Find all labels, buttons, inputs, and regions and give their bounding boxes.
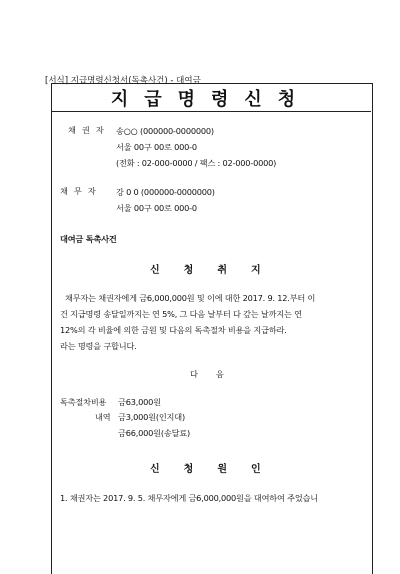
costs-detail-label: 내역 bbox=[95, 412, 111, 422]
reason-line-1: 1. 채권자는 2017. 9. 5. 채무자에게 금6,000,000원을 대여하여 주었습니 bbox=[60, 493, 318, 503]
purpose-line-2: 건 지급명령 송달일까지는 연 5%, 그 다음 날부터 다 갚는 날까지는 연 bbox=[60, 309, 302, 319]
purpose-line-3: 12%의 각 비율에 의한 금원 및 다음의 독촉절차 비용을 지급하라. bbox=[60, 325, 287, 335]
following-label: 다음 bbox=[190, 369, 242, 379]
creditor-address: 서울 00구 00로 000-0 bbox=[116, 142, 197, 152]
reason-heading: 신청원인 bbox=[150, 464, 285, 475]
purpose-line-1: 채무자는 채권자에게 금6,000,000원 및 이에 대한 2017. 9. 12.부터 이 bbox=[65, 293, 316, 303]
creditor-contact: (전화 : 02-000-0000 / 팩스 : 02-000-0000) bbox=[116, 158, 277, 168]
creditor-label: 채권자 bbox=[68, 125, 110, 135]
debtor-address: 서울 00구 00로 000-0 bbox=[116, 203, 197, 213]
costs-total: 금63,000원 bbox=[118, 397, 161, 407]
creditor-name: 송○○ (000000-0000000) bbox=[116, 126, 214, 136]
debtor-label: 채무자 bbox=[60, 186, 102, 196]
costs-postage: 금66,000원(송달료) bbox=[118, 428, 190, 438]
document-title: 지급명령신청 bbox=[110, 89, 312, 110]
costs-label: 독촉절차비용 bbox=[60, 397, 107, 407]
costs-stamp: 금3,000원(인지대) bbox=[118, 412, 185, 422]
debtor-name: 강 0 0 (000000-0000000) bbox=[116, 187, 215, 197]
case-name: 대여금 독촉사건 bbox=[60, 234, 117, 244]
purpose-line-4: 라는 명령을 구합니다. bbox=[60, 341, 137, 351]
title-divider bbox=[51, 111, 371, 112]
form-label: [서식] 지급명령신청서(독촉사건) - 대여금 bbox=[45, 76, 201, 86]
purpose-heading: 신청취지 bbox=[150, 265, 285, 276]
